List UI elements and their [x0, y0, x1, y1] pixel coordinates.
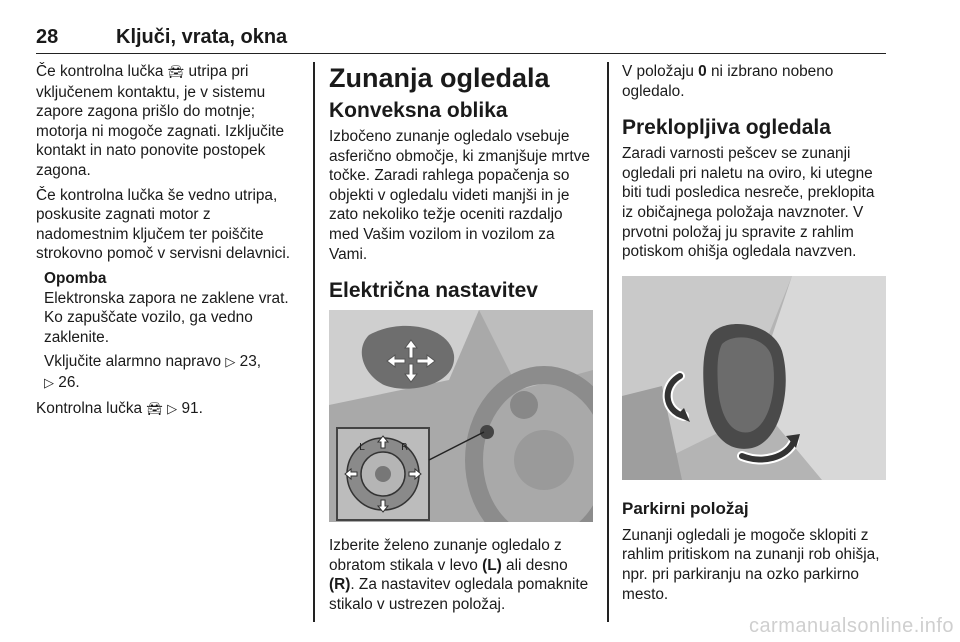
page-ref-23[interactable]: 23, — [239, 353, 262, 371]
figure-folding-mirror — [622, 276, 886, 480]
section-title-exterior-mirrors: Zunanja ogledala — [329, 63, 550, 93]
paragraph-folding: Zaradi varnosti pešcev se zunanji ogledali pri naletu na oviro, ki utegne biti tudi posledica nesreče, preklopita iz običajnega položaja navznoter. V prvotni položaj ju spravite z rahlim potiskom ohišja ogledala navzven. — [622, 145, 875, 261]
column-1 — [36, 62, 300, 424]
note-text: Elektronska zapora ne zaklene vrat. Ko zapuščate vozilo, ga vedno zaklenite. — [44, 289, 289, 346]
paragraph-control-lamp: Kontrolna lučka 🚘︎ ▷ 91. — [36, 399, 203, 417]
page-ref-26[interactable]: 26. — [58, 373, 80, 391]
paragraph-spare-key: Če kontrolna lučka še vedno utripa, poskusite zagnati motor z nadomestnim ključem ter poiščite strokovno pomoč v servisni delavnici. — [36, 186, 291, 263]
knob-label-R: R — [401, 442, 408, 454]
chapter-title: Ključi, vrata, okna — [116, 26, 288, 48]
heading-parking-position: Parkirni položaj — [622, 498, 749, 518]
column-3 — [622, 62, 888, 609]
heading-folding-mirrors: Preklopljiva ogledala — [622, 116, 831, 140]
paragraph-immobilizer-fault: Če kontrolna lučka 🚘︎ utripa pri vključenem kontaktu, je v sistemu zapore zagona prišlo do motnje; motorja ni mogoče zagnati. Izključite kontakt in nato ponovite postopek zagona. — [36, 63, 285, 179]
figure-mirror-switch — [329, 310, 593, 522]
column-2 — [329, 62, 593, 620]
paragraph-parking: Zunanji ogledali je mogoče sklopiti z rahlim pritiskom na zunanji rob ohišja, npr. pri parkiranju na ozko parkirno mesto. — [622, 526, 880, 603]
page-number: 28 — [36, 26, 59, 48]
note-block — [36, 269, 300, 394]
column-divider — [313, 62, 315, 622]
triangle-right-icon: ▷ — [44, 375, 54, 391]
paragraph-position-zero: V položaju 0 ni izbrano nobeno ogledalo. — [622, 63, 834, 100]
note-alarm-paragraph: Vključite alarmno napravo ▷ 23, ▷ 26. — [44, 353, 262, 391]
paragraph-convex: Izbočeno zunanje ogledalo vsebuje asferično območje, ki zmanjšuje mrtve točke. Zaradi rahlega popačenja so objekti v ogledalu videti manjši in je zato nekoliko težje oceniti razdaljo med Vašim vozilom in vozilom za Vami. — [329, 128, 590, 263]
triangle-right-icon: ▷ — [167, 401, 178, 417]
car-alarm-icon: 🚘︎ — [167, 65, 185, 80]
page-header — [36, 22, 886, 54]
car-alarm-icon: 🚘︎ — [146, 401, 163, 417]
heading-convex-shape: Konveksna oblika — [329, 99, 508, 122]
page-ref-91[interactable]: 91. — [181, 399, 203, 417]
triangle-right-icon: ▷ — [225, 355, 236, 371]
watermark: carmanualsonline.info — [748, 615, 954, 637]
heading-electric-adjustment: Električna nastavitev — [329, 279, 538, 303]
knob-label-L: L — [359, 442, 365, 454]
note-title: Opomba — [44, 269, 107, 287]
column-divider — [607, 62, 609, 622]
paragraph-switch-instructions: Izberite želeno zunanje ogledalo z obratom stikala v levo (L) ali desno (R). Za nastavitev ogledala pomaknite stikalo v ustrezen položaj. — [329, 537, 589, 613]
